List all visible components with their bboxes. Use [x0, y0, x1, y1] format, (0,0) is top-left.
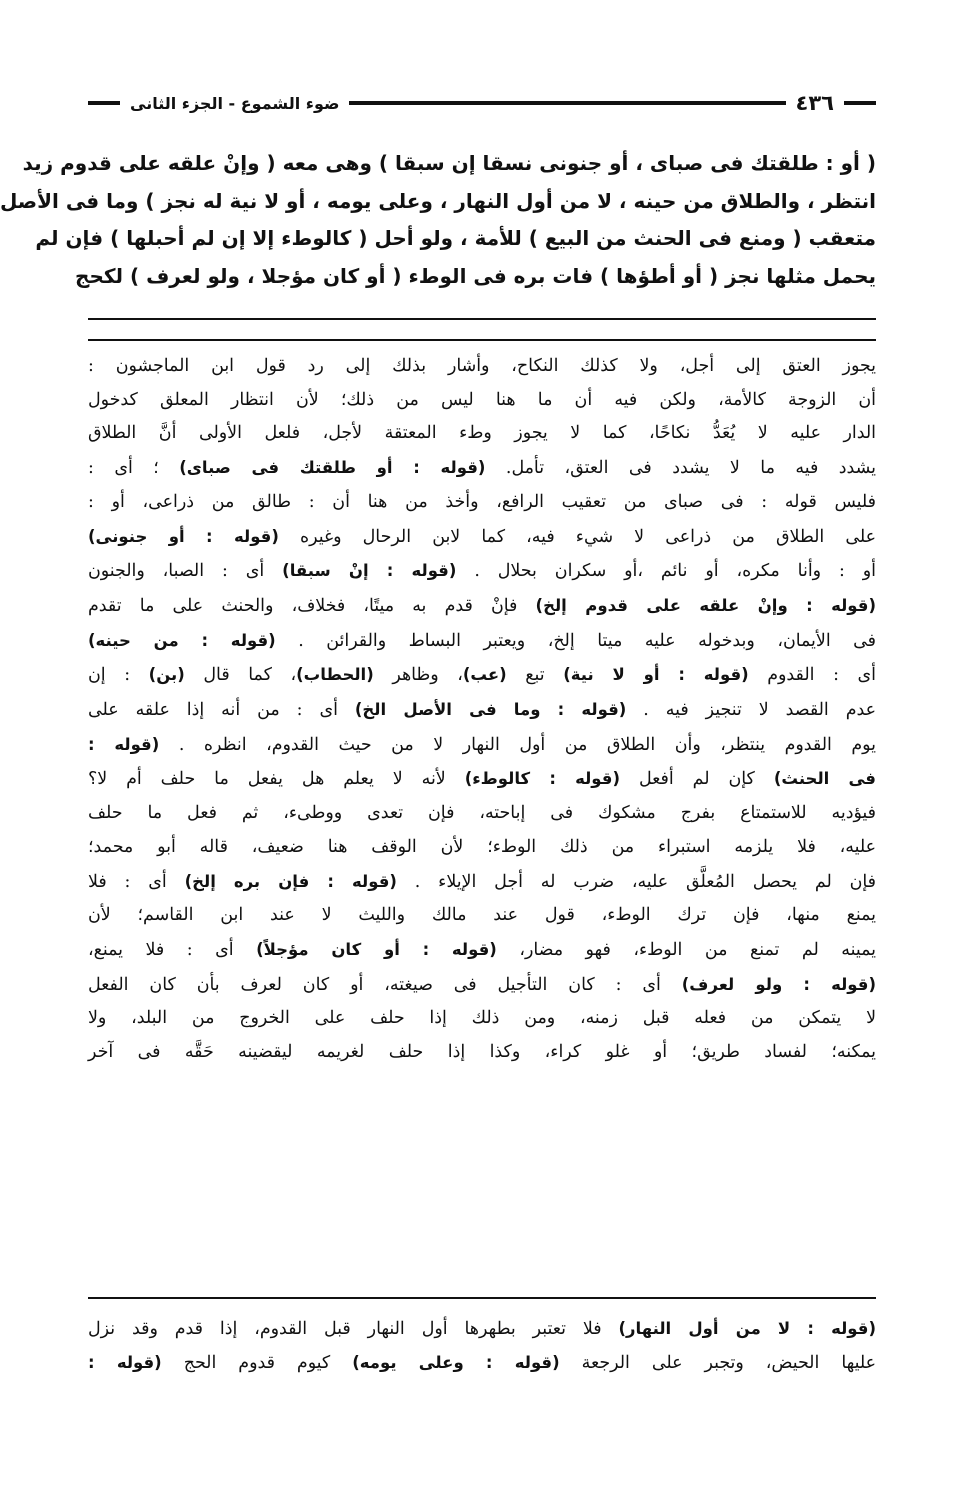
quoted-phrase: فى الحنث): [773, 769, 876, 789]
sharh-line: [88, 589, 876, 624]
main-text-line: ( أو : طلقتك فى صباى ، أو جنونى نسقا إن سبقا ) وهى معه ( وإنْ علقه على قدوم زيد: [22, 151, 876, 175]
text-run: فى الأيمان، وبدخوله عليه ميتا إلخ، ويعتبر البساط والقرائن .: [275, 630, 876, 651]
text-run: فليس قوله : فى صباى من تعقيب الرافع، وأخذ من هنا أن : طالق من ذراعى، أو :: [88, 491, 876, 512]
text-run: أى : فلا يمنع،: [88, 939, 257, 960]
text-run: يمنع منها، فإن ترك الوطء، قول عند مالك والليث لا عند ابن القاسم؛ لأن: [88, 905, 876, 926]
footnote-divider: [88, 1297, 876, 1299]
main-text-line: يحمل مثلها نجز ( أو أطؤها ) فات بره فى الوطء ( أو كان مؤجلا ، ولو لعرف ) لكحج: [75, 263, 876, 288]
header-rule-middle: [349, 101, 785, 105]
text-run: يمكنه؛ لفساد طريق؛ أو غلو كراء، وكذا إذا حلف لغريمه ليقضينه حَقَّه فى آخر: [88, 1042, 876, 1063]
header-rule-right: [844, 101, 876, 105]
sharh-line: [88, 933, 876, 968]
book-page: [2, 0, 964, 1494]
sharh-line: [88, 865, 876, 900]
sharh-line: [88, 554, 876, 589]
text-run: ؛ أى :: [88, 458, 180, 479]
text-run: يمينه لم تمنع من الوطء، فهو مضار،: [496, 939, 876, 960]
text-run: فيؤديه للاستمتاع بفرج مشكوك فى إباحته، فإن تعدى ووطىء، ثم فعل ما حلف: [88, 803, 876, 824]
sharh-line: [88, 693, 876, 728]
text-run: كإن لم أفعل: [620, 769, 774, 790]
quoted-phrase: (قوله :: [88, 1353, 162, 1372]
text-run: ، كما قال: [184, 665, 297, 686]
quoted-phrase: (قوله : كالوطء): [464, 769, 620, 789]
quoted-phrase: (قوله : وما فى الأصل الخ): [354, 700, 627, 720]
sharh-line: [88, 417, 876, 451]
text-run: عليها الحيض، وتجبر على الرجعة: [559, 1353, 877, 1373]
hashiya-line: [88, 1312, 876, 1346]
text-run: أى : من أنه إذا علقه على: [88, 700, 355, 721]
main-text-line: انتظر ، والطلاق من حينه ، لا من أول النهار ، وعلى يومه ، أو لا نية له نجز ) وما فى الأصل: [0, 188, 876, 213]
page-header: [88, 86, 876, 120]
sharh-line: [88, 658, 876, 693]
text-run: فإنْ قدم به ميتًا، فخلاف، والحنث على ما تقدم: [88, 595, 536, 616]
quoted-phrase: (عب): [462, 665, 507, 685]
text-run: ، وظاهر: [373, 665, 463, 686]
text-run: كيوم قدوم الحج: [161, 1353, 353, 1373]
main-text-underline: [88, 318, 876, 320]
footnote-text: [88, 1312, 876, 1380]
quoted-phrase: (الحطاب): [296, 665, 374, 685]
text-run: فإن لم يحصل المُعلَّق عليه، ضرب له أجل الإيلاء .: [396, 871, 876, 892]
sharh-line: [88, 899, 876, 933]
sharh-line: [88, 451, 876, 486]
text-run: لأنه لا يعلم هل يفعل ما حلف أم لا؟: [88, 769, 465, 790]
text-run: يوم القدوم ينتظر، وأن الطلاق من أول النهار لا من حيث القدوم، انظره .: [159, 734, 877, 755]
header-rule-left: [88, 101, 120, 105]
text-run: أى : القدوم: [748, 665, 876, 686]
text-run: الدار عليه لا يُعَدُّ نكاحًا، كما لا يجوز وطء المعتقة لأجل، فلعل الأولى أنَّ الطلاق: [88, 423, 876, 444]
text-run: أو : وأنا مكره، أو نائم ،أو سكران بحلال .: [456, 561, 876, 582]
text-run: : إن: [88, 665, 149, 686]
sharh-line: [88, 486, 876, 520]
quoted-phrase: (قوله : لا من أول النهار): [618, 1319, 876, 1338]
sharh-line: [88, 831, 876, 865]
sharh-line: [88, 728, 876, 763]
commentary-text: [88, 350, 876, 1070]
text-run: أن الزوجة كالأمة، ولكن فيه أن ما هنا ليس من ذلك؛ لأن انتظار المعلق كدخول: [88, 389, 876, 410]
quoted-phrase: (قوله :: [88, 734, 160, 754]
text-run: فلا تعتبر بطهرها أول النهار قبل القدوم، إذا قدم وقد نزل: [88, 1319, 619, 1339]
text-run: على الطلاق من ذراعى لا شيء فيه، كما لابن الرحال وغيره: [278, 526, 876, 547]
quoted-phrase: (بن): [148, 665, 185, 685]
text-run: لا يتمكن من فعله قبل زمنه، ومن ذلك إذا حلف على الخروج من البلد، ولا: [88, 1008, 876, 1029]
page-number: ٤٣٦: [795, 91, 834, 115]
main-text-line: متعقب ( ومنع فى الحنث من البيع ) للأمة ، ولو أحل ( كالوطء إلا إن لم أحبلها ) فإن لم: [35, 226, 876, 250]
sharh-line: [88, 797, 876, 831]
text-run: يشدد فيه ما لا يشدد فى العتق، تأمل.: [485, 458, 876, 479]
sharh-line: [88, 968, 876, 1003]
quoted-phrase: (قوله : إنْ سبقا): [282, 561, 457, 581]
quoted-phrase: (قوله : أو لا نية): [563, 665, 749, 685]
quoted-phrase: (قوله : أو كان مؤجلاً): [256, 939, 497, 959]
main-text: [0, 145, 876, 295]
quoted-phrase: (قوله : وإنْ علقه على قدوم إلخ): [535, 595, 876, 615]
quoted-phrase: (قوله : من حينه): [88, 630, 276, 650]
text-run: أى : فلا: [88, 871, 185, 892]
text-run: أى : الصبا، والجنون: [88, 561, 283, 582]
text-run: أى : كان التأجيل فى صيغته، أو كان لعرف بأن كان الفعل: [88, 974, 682, 995]
sharh-line: [88, 1036, 876, 1070]
book-title: ضوء الشموع - الجزء الثانى: [130, 93, 340, 113]
text-run: عدم القصد لا تنجيز فيه .: [626, 700, 876, 721]
text-run: تبع: [506, 665, 564, 686]
hashiya-line: [88, 1346, 876, 1380]
quoted-phrase: (قوله : أو طلقتك فى صباى): [179, 458, 486, 478]
quoted-phrase: (قوله : أو جنونى): [88, 526, 279, 546]
sharh-line: [88, 350, 876, 384]
sharh-line: [88, 624, 876, 659]
commentary-divider: [88, 339, 876, 341]
sharh-line: [88, 762, 876, 797]
quoted-phrase: (قوله : وعلى يومه): [352, 1353, 560, 1372]
sharh-line: [88, 520, 876, 555]
sharh-line: [88, 1002, 876, 1036]
quoted-phrase: (قوله : فإن بره إلخ): [184, 871, 397, 891]
text-run: يجوز العتق إلى أجل، ولا كذلك النكاح، وأشار بذلك إلى رد قول ابن الماجشون :: [88, 356, 876, 376]
sharh-line: [88, 384, 876, 418]
quoted-phrase: (قوله : ولو لعرف): [681, 974, 876, 994]
text-run: عليه، فلا يلزمه استبراء من ذلك الوطء؛ لأن الوقف هنا ضعيف، قاله أبو محمد؛: [88, 836, 876, 857]
